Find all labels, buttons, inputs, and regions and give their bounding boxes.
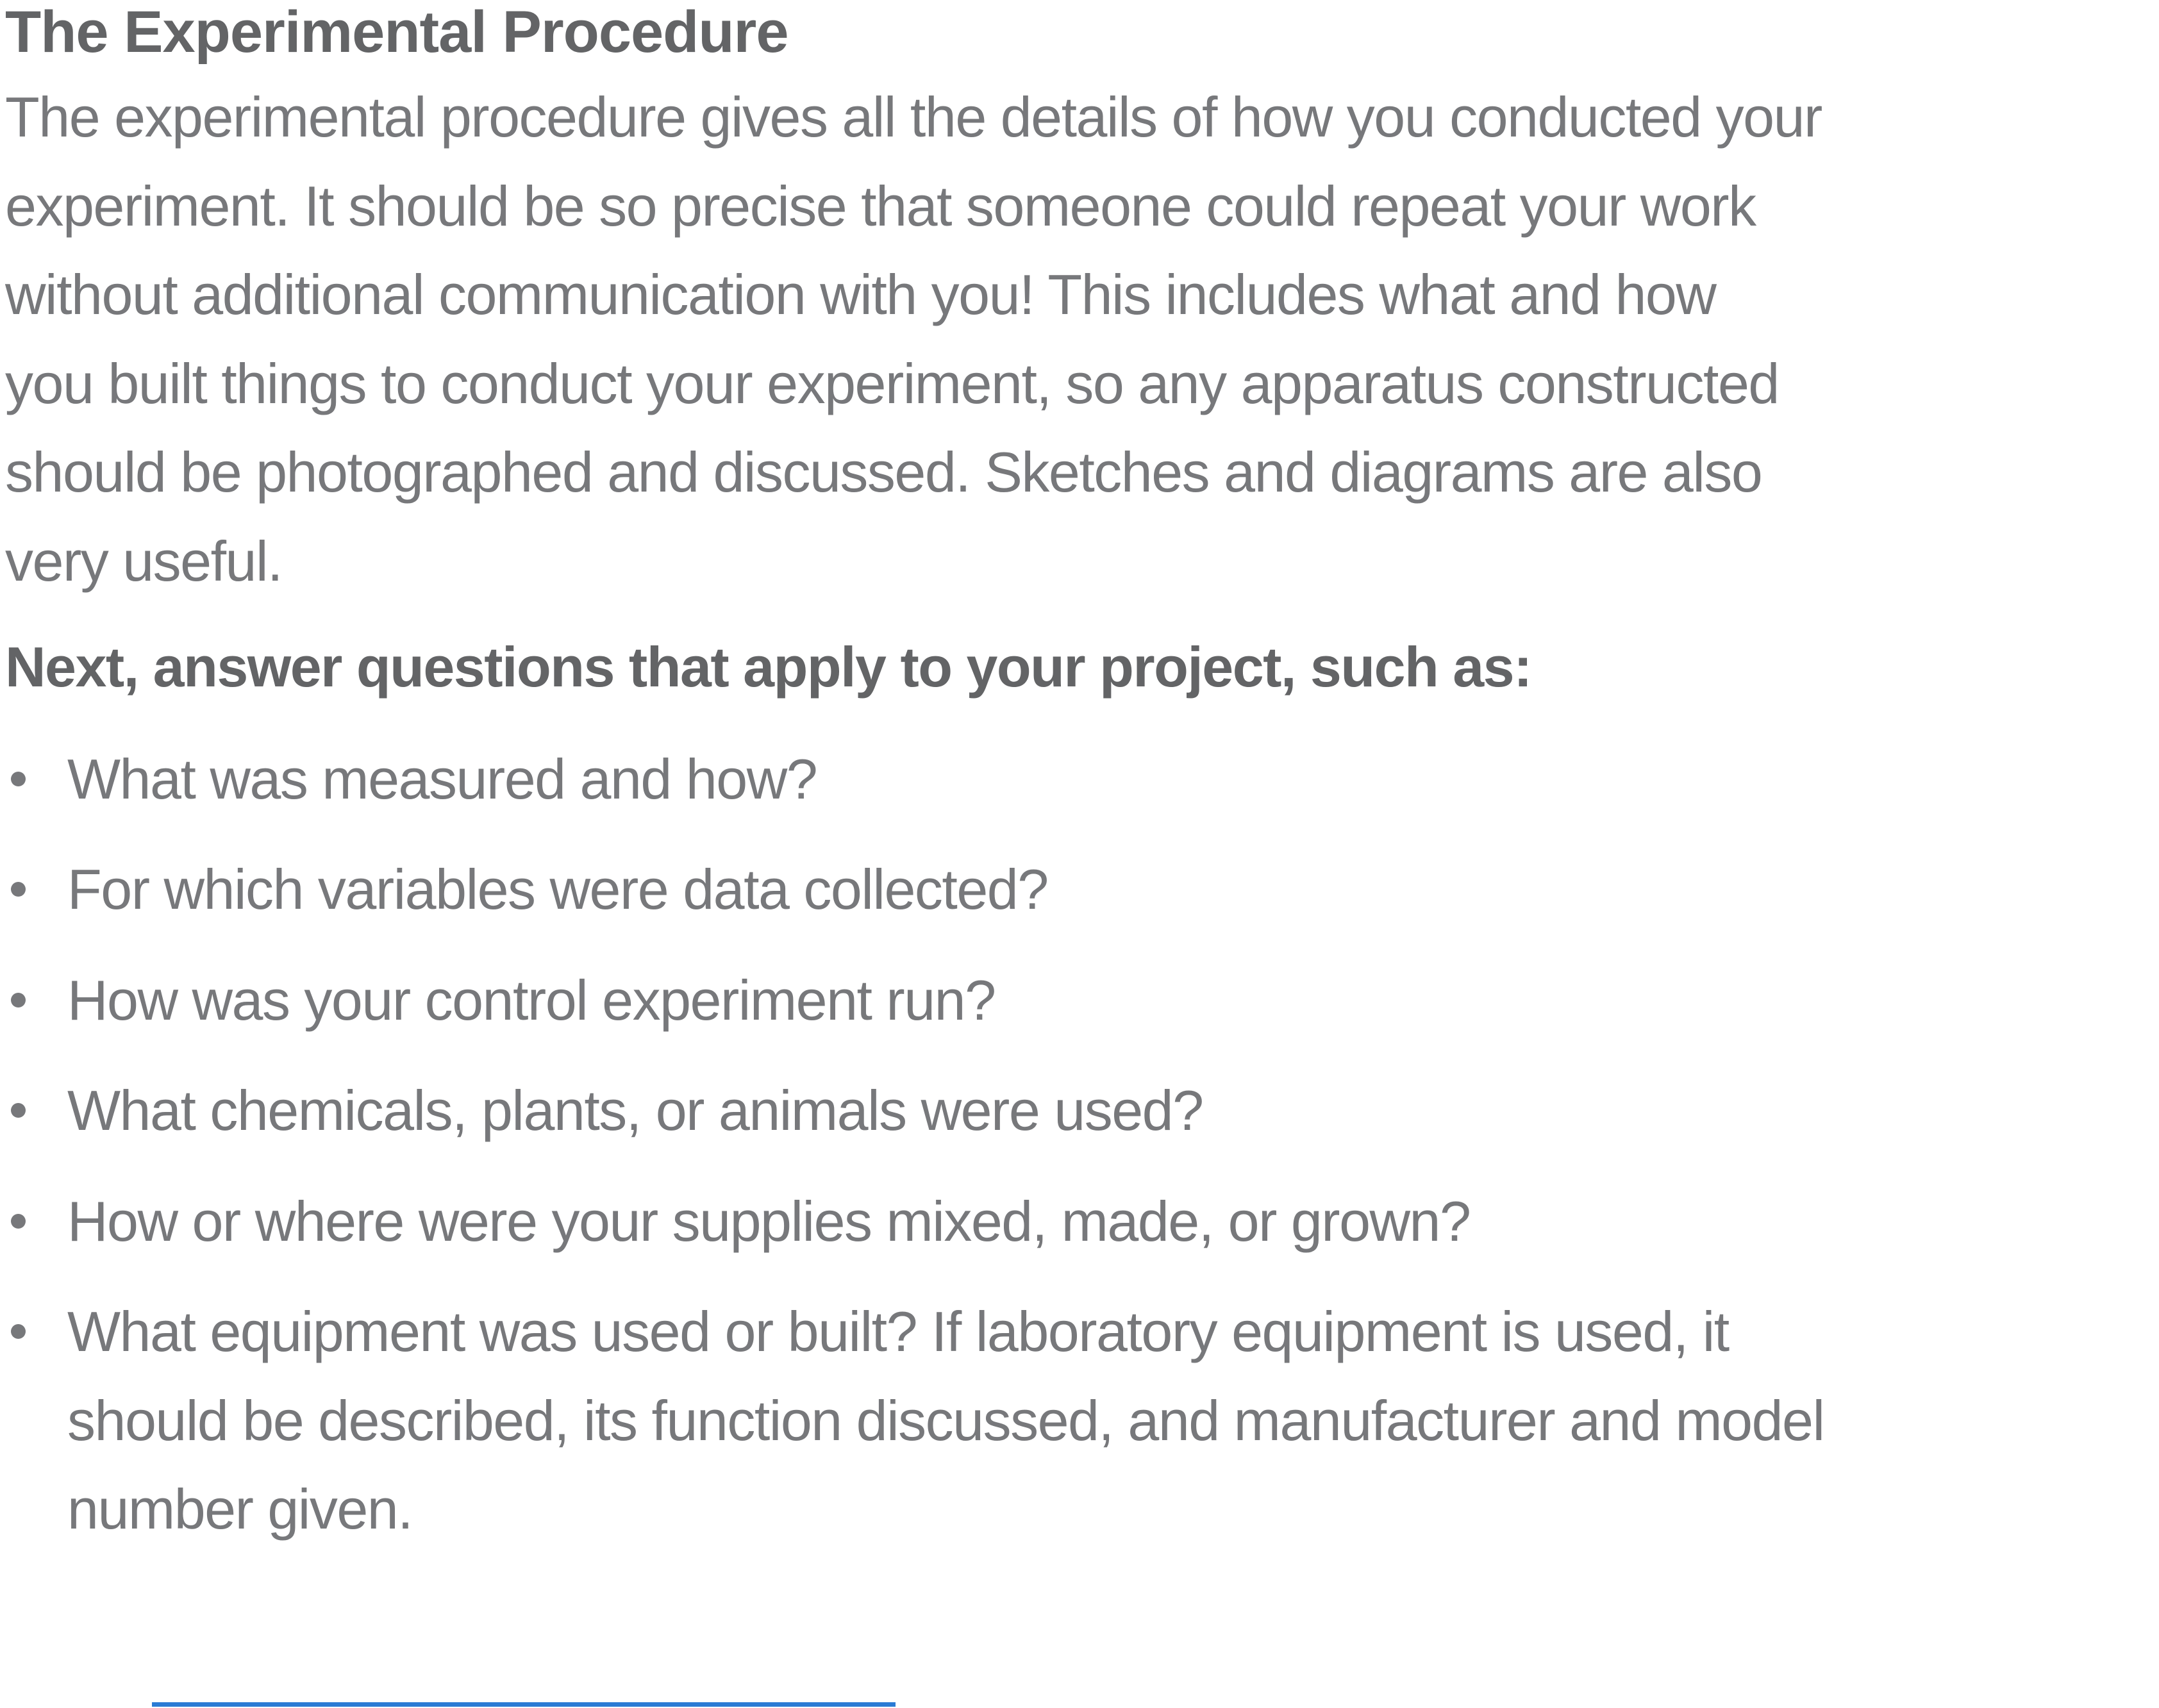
list-item-text: What equipment was used or built? If laboratory equipment is used, it [67, 1300, 1729, 1363]
paragraph-line: without additional communication with you! This includes what and how [5, 263, 1716, 326]
list-item-text: What chemicals, plants, or animals were used? [67, 1079, 1203, 1142]
list-item-text: For which variables were data collected? [67, 858, 1048, 921]
bullet-icon [11, 772, 26, 786]
list-item [5, 956, 2121, 1045]
paragraph-line: you built things to conduct your experiment, so any apparatus constructed [5, 351, 1779, 415]
list-item [5, 1177, 2121, 1266]
list-item-text: How or where were your supplies mixed, made, or grown? [67, 1189, 1471, 1253]
bullet-icon [11, 882, 26, 897]
intro-paragraph [5, 73, 2121, 606]
list-item-text: should be described, its function discussed, and manufacturer and model [67, 1388, 1824, 1452]
bullet-icon [11, 1214, 26, 1229]
page-title: The Experimental Procedure [5, 0, 788, 65]
list-item-text: number given. [67, 1477, 413, 1541]
list-item [5, 845, 2121, 934]
paragraph-line: should be photographed and discussed. Sketches and diagrams are also [5, 440, 1762, 504]
question-list [5, 735, 2121, 1554]
paragraph-line: very useful. [5, 529, 282, 593]
paragraph-line: The experimental procedure gives all the details of how you conducted your [5, 85, 1822, 149]
bullet-icon [11, 993, 26, 1007]
bullet-icon [11, 1324, 26, 1339]
list-item [5, 735, 2121, 824]
list-item [5, 1066, 2121, 1156]
lead-in-text: Next, answer questions that apply to your project, such as: [5, 635, 1531, 699]
list-item [5, 1288, 2121, 1554]
list-item-text: How was your control experiment run? [67, 968, 996, 1032]
bullet-icon [11, 1103, 26, 1118]
paragraph-line: experiment. It should be so precise that someone could repeat your work [5, 174, 1756, 238]
list-item-text: What was measured and how? [67, 747, 817, 811]
bottom-accent-line [152, 1702, 896, 1707]
